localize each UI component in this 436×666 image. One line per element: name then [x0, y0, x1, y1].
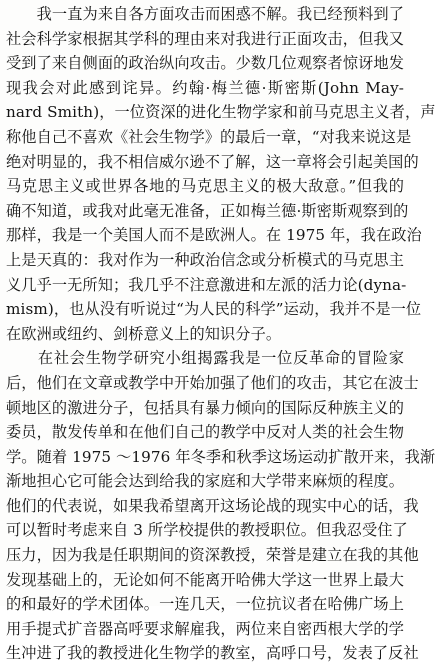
text-line: 现我会对此感到诧异。约翰·梅兰德·斯密斯(John May- [6, 78, 404, 97]
text-line: 马克思主义或世界各地的马克思主义的极大敌意。”但我的 [6, 177, 404, 196]
text-line: 压力，因为我是任职期间的资深教授，荣誉是建立在我的其他 [6, 546, 419, 565]
text-line: 生冲进了我的教授进化生物学的教室，高呼口号，发表了反社 [6, 644, 419, 663]
text-line: 学。随着 1975 ～1976 年冬季和秋季这场运动扩散开来，我渐 [6, 447, 436, 466]
text-line: 顿地区的激进分子，包括具有暴力倾向的国际反种族主义的 [6, 398, 404, 417]
text-line: 的和最好的学术团体。一连几天，一位抗议者在哈佛广场上 [6, 595, 404, 614]
text-line: 发现基础上的，无论如何不能离开哈佛大学这一世界上最大 [6, 570, 404, 589]
text-line: 社会科学家根据其学科的理由来对我进行正面攻击，但我又 [6, 29, 404, 48]
text-line: 在社会生物学研究小组揭露我是一位反革命的冒险家 [6, 349, 404, 368]
text-line: 上是天真的：我对作为一种政治信念或分析模式的马克思主 [6, 250, 404, 269]
text-line: nard Smith)，一位资深的进化生物学家和前马克思主义者，声 [6, 103, 436, 122]
text-line: 称他自己不喜欢《社会生物学》的最后一章，“对我来说这是 [6, 127, 412, 146]
text-line: 后，他们在文章或教学中开始加强了他们的攻击，其它在波士 [6, 373, 419, 392]
text-line: 受到了来自侧面的政治纵向攻击。少数几位观察者惊讶地发 [6, 54, 404, 73]
text-line: 委员，散发传单和在他们自己的教学中反对人类的社会生物 [6, 423, 404, 442]
text-line: 渐地担心它可能会达到给我的家庭和大学带来麻烦的程度。 [6, 472, 404, 491]
text-line: 义几乎一无所知；我几乎不注意激进和左派的活力论(dyna- [6, 275, 407, 294]
text-line: 在欧洲或纽约、剑桥意义上的知识分子。 [6, 324, 282, 343]
text-line: 我一直为来自各方面攻击而困惑不解。我已经预料到了 [6, 5, 404, 23]
text-line: 可以暂时考虑来自 3 所学校提供的教授职位。但我忍受住了 [6, 521, 408, 540]
text-line: 绝对明显的，我不相信威尔逊不了解，这一章将会引起美国的 [6, 152, 419, 171]
text-line: 那样，我是一个美国人而不是欧洲人。在 1975 年，我在政治 [6, 226, 422, 245]
text-line: 他们的代表说，如果我希望离开这场论战的现实中心的话，我 [6, 496, 419, 515]
text-line: 用手提式扩音器高呼要求解雇我，两位来自密西根大学的学 [6, 619, 404, 638]
text-line: mism)，也从没有听说过“为人民的科学”运动，我并不是一位 [6, 300, 422, 319]
paragraph [6, 346, 436, 666]
body-text [6, 2, 436, 666]
text-line: 确不知道，或我对此毫无准备，正如梅兰德·斯密斯观察到的 [6, 201, 409, 220]
paragraph [6, 2, 436, 346]
